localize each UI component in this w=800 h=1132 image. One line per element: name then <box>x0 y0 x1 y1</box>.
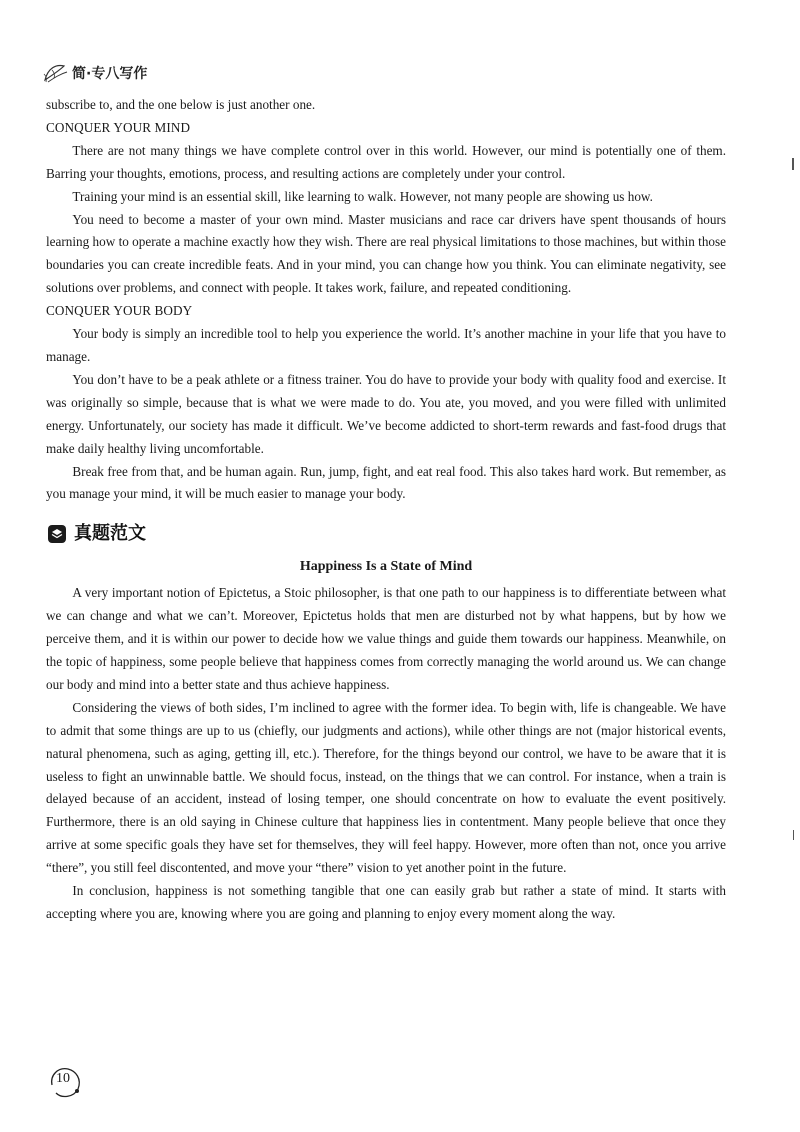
essay-paragraph: A very important notion of Epictetus, a Stoic philosopher, is that one path to our happiness is to differentiate between what we can change and what we can’t. Moreover, Epictetus holds that men are disturbed not by what happens, but by how we perceive them, and it is within our power to decide how we value things and guide them towards our happiness. Meanwhile, on the topic of happiness, some people believe that happiness comes from correctly managing the world around us. We can change our body and mind into a better state and thus achieve happiness. <box>46 585 726 692</box>
page-number <box>46 1063 82 1099</box>
mind-paragraph: There are not many things we have complete control over in this world. However, our mind is potentially one of them. Barring your thoughts, emotions, process, and resulting actions are completely under your control. <box>46 142 726 181</box>
margin-mark <box>793 830 794 840</box>
section-title: 真题范文 <box>74 522 146 544</box>
intro-line: subscribe to, and the one below is just another one. <box>46 97 316 112</box>
section-heading <box>46 514 726 554</box>
page-number-text: 10 <box>56 1071 70 1086</box>
body-paragraph: Your body is simply an incredible tool to help you experience the world. It’s another machine in your life that you have to manage. <box>46 326 726 364</box>
essay-title: Happiness Is a State of Mind <box>299 559 473 575</box>
mind-paragraph: Training your mind is an essential skill, like learning to walk. However, not many people are showing us how. <box>72 188 653 204</box>
layers-icon <box>48 525 66 543</box>
body-paragraph: Break free from that, and be human again. Run, jump, fight, and eat real food. This also takes hard work. But remember, as you manage your mind, it will be much easier to manage your body. <box>46 463 726 502</box>
running-header-title: 简·专八写作 <box>72 66 148 82</box>
margin-mark <box>792 158 794 170</box>
page-content <box>46 94 726 926</box>
essay-paragraph: In conclusion, happiness is not something tangible that one can easily grab but rather a state of mind. It starts with accepting where you are, knowing where you are going and planning to enjoy every moment along the way. <box>46 883 726 921</box>
body-paragraph: You don’t have to be a peak athlete or a fitness trainer. You do have to provide your body with quality food and exercise. It was originally so simple, because that is what we were made to do. You ate, you moved, and you were filled with unlimited energy. Unfortunately, our society has made it difficult. We’ve become addicted to short-term rewards and fast-food drugs that make daily healthy living uncomfortable. <box>46 371 726 456</box>
essay-paragraph: Considering the views of both sides, I’m inclined to agree with the former idea. To begin with, life is changeable. We have to admit that some things are up to us (chiefly, our judgments and actions), while other things are not (major historical events, natural phenomena, such as aging, getting ill, etc.). Therefore, for the things beyond our control, we have to be aware that it is useless to fight an unwinnable battle. We should focus, instead, on the things that we can control. For instance, when a train is delayed because of an accident, instead of losing temper, one should concentrate on how to evaluate the event positively. Furthermore, there is an old saying in Chinese culture that happiness lies in contentment. Many people believe that once they arrive at some specific goals they have set for themselves, they will feel happy. However, more often than not, once you arrive “there”, you still feel discontented, and move your “there” vision to yet another point in the future. <box>46 699 726 876</box>
decorative-leaf-logo-icon <box>42 60 70 86</box>
mind-heading: CONQUER YOUR MIND <box>46 119 191 135</box>
page-header <box>42 60 147 86</box>
body-heading: CONQUER YOUR BODY <box>46 303 193 319</box>
mind-paragraph: You need to become a master of your own mind. Master musicians and race car drivers have spent thousands of hours learning how to operate a machine exactly how they wish. There are real physical limitations to those machines, but within those boundaries you can create incredible feats. And in your mind, you can change how you think. You can eliminate negativity, see solutions over problems, and connect with people. It takes work, failure, and repeated conditioning. <box>46 211 726 296</box>
